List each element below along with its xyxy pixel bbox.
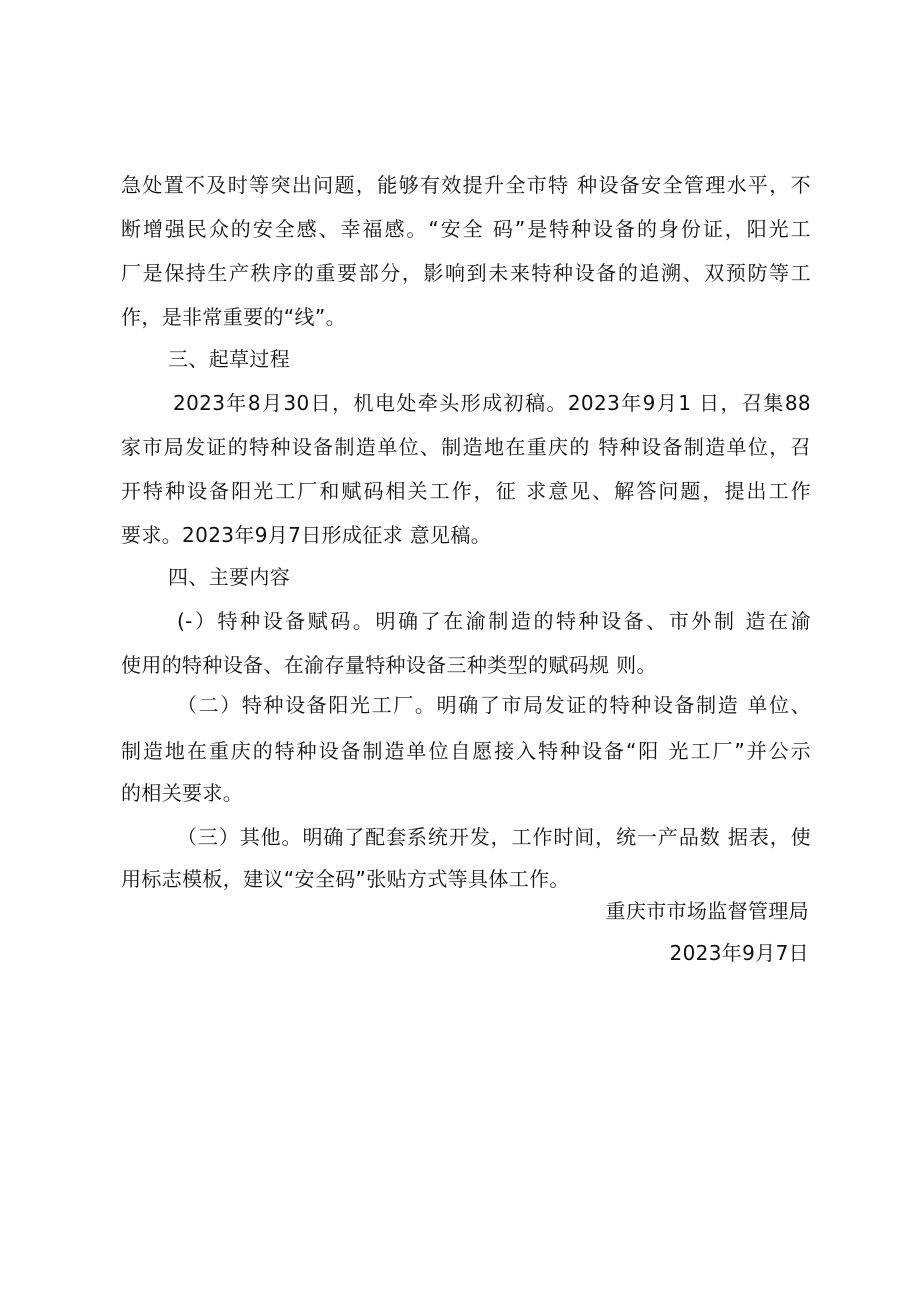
list-item-line: 用标志模板，建议“安全码”张贴方式等具体工作。 [121, 867, 570, 891]
list-item-line: (-）特种设备赋码。明确了在渝制造的特种设备、市外制 造在渝 [177, 609, 811, 633]
signature-organization: 重庆市市场监督管理局 [605, 899, 809, 923]
paragraph-line: 2023年8月30日，机电处牵头形成初稿。2023年9月1 日，召集88 [173, 391, 811, 415]
paragraph-line: 急处置不及时等突出问题，能够有效提升全市特 种设备安全管理水平，不 [121, 173, 811, 197]
paragraph-line: 要求。2023年9月7日形成征求 意见稿。 [121, 523, 492, 547]
paragraph-line: 家市局发证的特种设备制造单位、制造地在重庆的 特种设备制造单位，召 [121, 435, 811, 459]
section-heading-drafting-process: 三、起草过程 [168, 347, 291, 371]
list-item-line: （三）其他。明确了配套系统开发，工作时间，统一产品数 据表，使 [177, 825, 811, 849]
signature-date: 2023年9月7日 [669, 941, 809, 965]
section-heading-main-content: 四、主要内容 [168, 565, 291, 589]
paragraph-line: 断增强民众的安全感、幸福感。“安全 码”是特种设备的身份证，阳光工 [121, 217, 811, 241]
list-item-line: 的相关要求。 [121, 781, 244, 805]
list-item-line: 制造地在重庆的特种设备制造单位自愿接入特种设备“阳 光工厂”并公示 [121, 739, 811, 763]
list-item-line: 使用的特种设备、在渝存量特种设备三种类型的赋码规 则。 [121, 653, 657, 677]
paragraph-line: 开特种设备阳光工厂和赋码相关工作，征 求意见、解答问题，提出工作 [121, 479, 811, 503]
list-item-line: （二）特种设备阳光工厂。明确了市局发证的特种设备制造 单位、 [177, 693, 811, 717]
paragraph-line: 作，是非常重要的“线”。 [121, 305, 346, 329]
paragraph-line: 厂是保持生产秩序的重要部分，影响到未来特种设备的追溯、双预防等工 [121, 261, 811, 285]
